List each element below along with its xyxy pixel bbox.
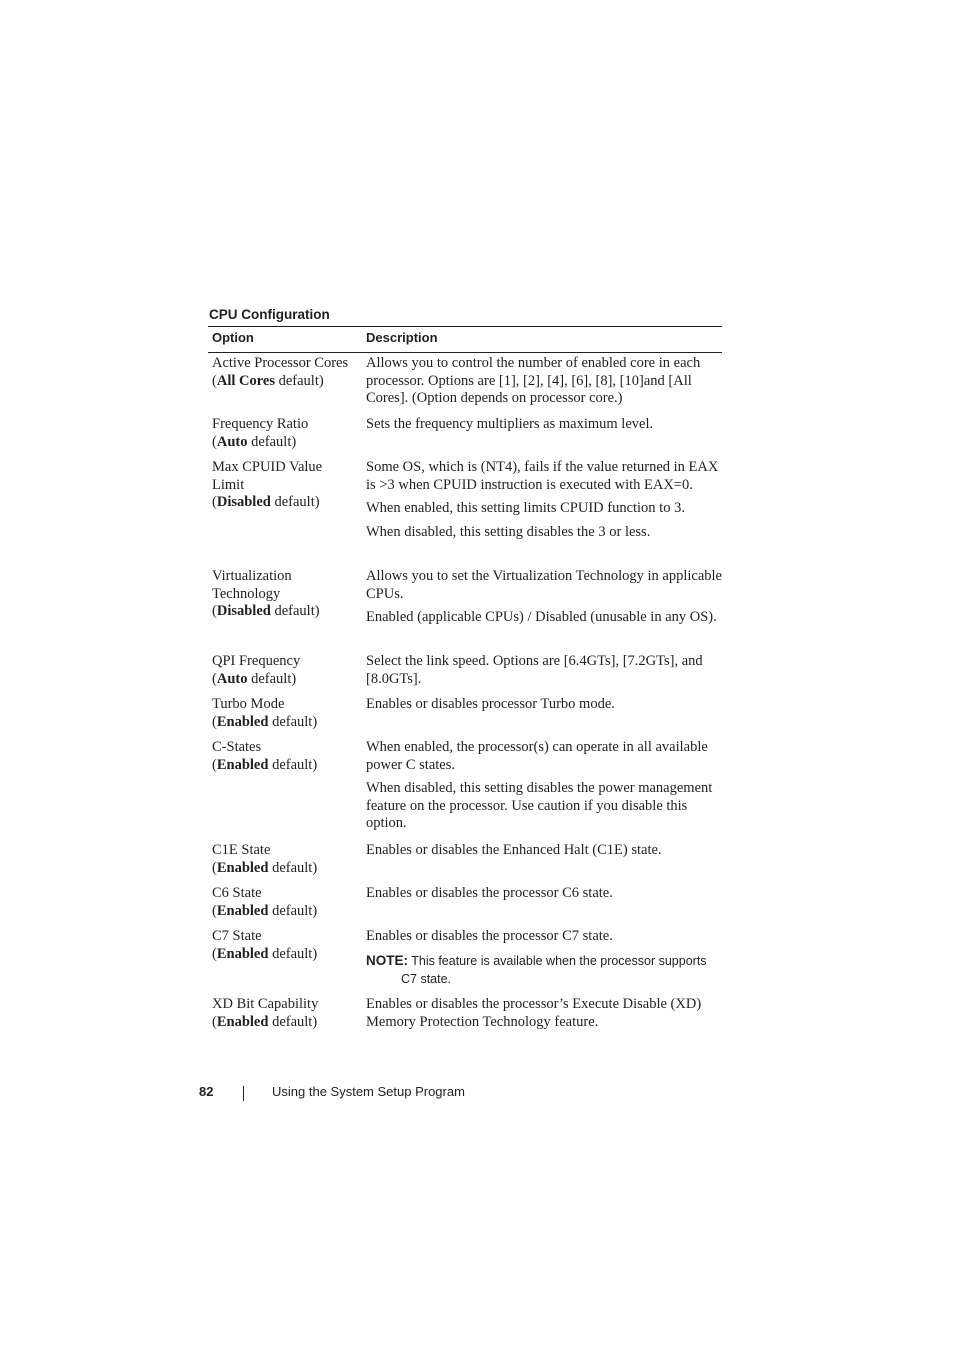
option-default: (Enabled default) [212,756,318,773]
description-text: When disabled, this setting disables the 3 or less. [366,523,651,540]
option-name: Max CPUID Value [212,459,323,475]
option-default: (Disabled default) [212,603,320,619]
option-cell [212,739,360,774]
description-text: Allows you to control the number of enabled core in each processor. Options are [1], [2], [4], [6], [8], [10]and [All Cores]. (Option depends on processor core.) [366,355,701,406]
option-default: (Enabled default) [212,713,318,730]
description-cell [366,885,722,909]
description-cell [366,653,722,694]
description-text: Enables or disables processor Turbo mode. [366,696,615,712]
option-name: QPI Frequency [212,653,301,669]
note-text: This feature is available when the processor supports [408,953,707,968]
description-cell [366,928,722,988]
option-default: (Enabled default) [212,859,318,876]
option-cell [212,355,360,390]
header-description: Description [366,330,438,345]
option-default: (Auto default) [212,433,297,450]
footer-separator [243,1086,244,1101]
option-cell [212,653,360,688]
description-text: Allows you to set the Virtualization Technology in applicable CPUs. [366,568,722,602]
description-cell [366,739,722,839]
option-cell [212,416,360,451]
description-cell [366,696,722,720]
description-text: Select the link speed. Options are [6.4GTs], [7.2GTs], and [8.0GTs]. [366,653,703,687]
option-name-cont: Technology [212,585,281,602]
option-name: Virtualization [212,568,292,584]
note-text-cont: C7 state. [401,971,452,986]
description-cell [366,842,722,866]
option-default: (Auto default) [212,670,297,687]
description-cell [366,996,722,1037]
header-option: Option [212,330,254,345]
option-cell [212,885,360,920]
option-default: (All Cores default) [212,372,324,389]
option-name: C6 State [212,885,262,901]
table-header [208,327,722,353]
description-cell [366,459,722,547]
description-text: Enabled (applicable CPUs) / Disabled (unusable in any OS). [366,609,717,625]
cpu-configuration-table [208,326,722,1030]
option-name: Active Processor Cores [212,355,349,371]
description-text: Sets the frequency multipliers as maximum level. [366,416,654,432]
description-text: Enables or disables the processor’s Execute Disable (XD) Memory Protection Technology feature. [366,996,702,1030]
note-block [366,952,722,988]
option-cell [212,459,360,512]
description-text: Some OS, which is (NT4), fails if the value returned in EAX is >3 when CPUID instruction is executed with EAX=0. [366,459,719,493]
option-name: Turbo Mode [212,696,285,712]
option-name: XD Bit Capability [212,996,319,1012]
option-name: C7 State [212,928,262,944]
option-default: (Enabled default) [212,902,318,919]
option-cell [212,568,360,621]
option-name: C-States [212,739,262,755]
description-text: When enabled, this setting limits CPUID function to 3. [366,500,685,516]
description-text: Enables or disables the processor C7 state. [366,928,613,944]
option-name-cont: Limit [212,476,245,493]
option-default: (Disabled default) [212,494,320,510]
description-cell [366,355,722,414]
description-text: Enables or disables the processor C6 state. [366,885,613,901]
option-default: (Enabled default) [212,945,318,962]
option-cell [212,928,360,963]
option-cell [212,842,360,877]
description-cell [366,568,722,633]
option-cell [212,696,360,731]
description-text: When enabled, the processor(s) can operate in all available power C states. [366,739,708,773]
table-title: CPU Configuration [209,307,330,322]
option-cell [212,996,360,1031]
option-name: Frequency Ratio [212,416,309,432]
page-number: 82 [199,1084,214,1099]
note-label: NOTE: [366,952,408,968]
option-default: (Enabled default) [212,1013,318,1030]
description-text: When disabled, this setting disables the power management feature on the processor. Use caution if you disable this option. [366,780,713,831]
chapter-title: Using the System Setup Program [272,1084,465,1099]
description-text: Enables or disables the Enhanced Halt (C1E) state. [366,842,662,858]
description-cell [366,416,722,440]
option-name: C1E State [212,842,271,858]
